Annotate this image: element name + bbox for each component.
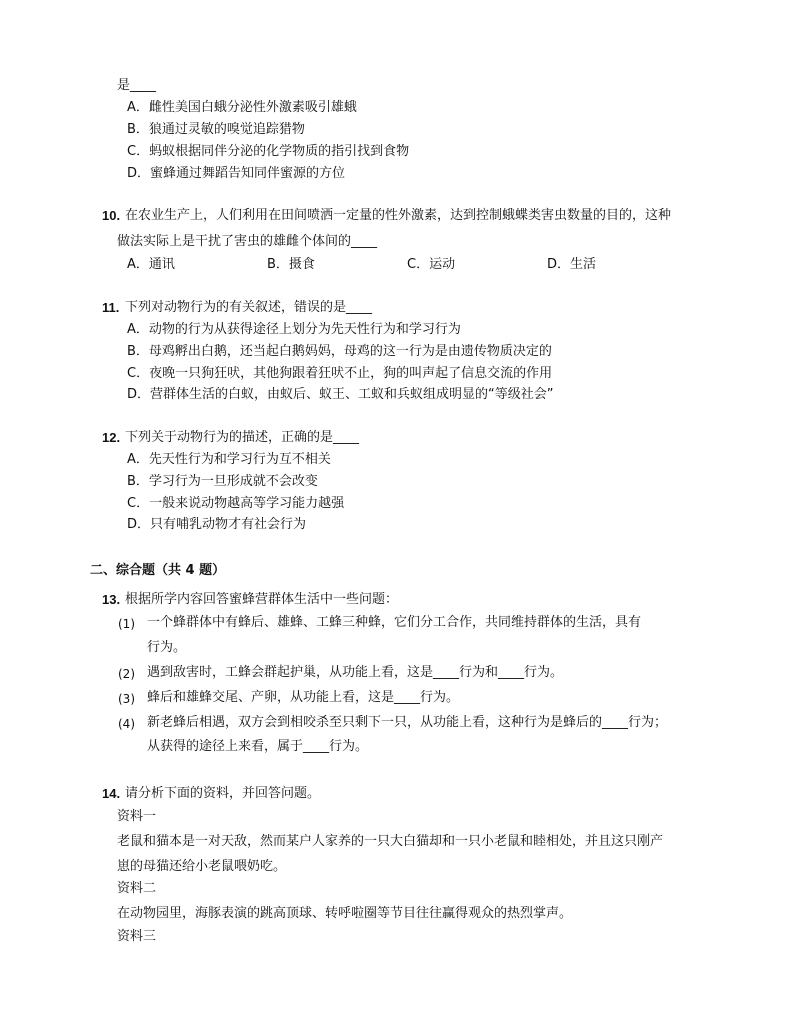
q9-option-c: C．蚂蚁根据同伴分泌的化学物质的指引找到食物	[127, 144, 410, 159]
q13-sub4-line2: 从获得的途径上来看，属于____行为。	[147, 739, 369, 754]
q10-stem-line2: 做法实际上是干扰了害虫的雄雌个体间的____	[117, 234, 378, 249]
q9-stem-continuation: 是____	[117, 78, 157, 93]
q12-option-a: A．先天性行为和学习行为互不相关	[127, 452, 331, 467]
material1-line1: 老鼠和猫本是一对天敌，然而某户人家养的一只大白猫却和一只小老鼠和睦相处，并且这只刚产	[117, 834, 664, 849]
q9-option-d: D．蜜蜂通过舞蹈告知同伴蜜源的方位	[127, 166, 346, 181]
q11-number: 11.	[102, 300, 120, 315]
q13-sub4-number: (4)	[118, 717, 135, 731]
q13-sub2-number: (2)	[118, 667, 135, 681]
q11-option-c: C．夜晚一只狗狂吠，其他狗跟着狂吠不止，狗的叫声起了信息交流的作用	[127, 366, 553, 381]
material1-title: 资料一	[117, 809, 157, 824]
q13-number: 13.	[102, 592, 121, 607]
q12-option-d: D．只有哺乳动物才有社会行为	[127, 517, 307, 532]
q13-stem: 根据所学内容回答蜜蜂营群体生活中一些问题：	[125, 592, 399, 607]
q12-option-b: B．学习行为一旦形成就不会改变	[127, 474, 318, 489]
material2-title: 资料二	[117, 881, 157, 896]
q12-option-c: C．一般来说动物越高等学习能力越强	[127, 496, 345, 511]
q9-option-b: B．狼通过灵敏的嗅觉追踪猎物	[127, 122, 305, 137]
q13-sub4-line1: 新老蜂后相遇，双方会到相咬杀至只剩下一只，从功能上看，这种行为是蜂后的____行为；	[147, 715, 668, 730]
q13-sub1-line1: 一个蜂群体中有蜂后、雄蜂、工蜂三种蜂，它们分工合作，共同维持群体的生活，具有	[147, 615, 642, 630]
q14-stem: 请分析下面的资料，并回答问题。	[125, 786, 321, 801]
q10-option-d: D．生活	[547, 257, 597, 272]
q11-stem: 下列对动物行为的有关叙述，错误的是____	[125, 300, 373, 315]
q12-stem: 下列关于动物行为的描述，正确的是____	[125, 430, 360, 445]
q13-sub1-number: (1)	[118, 617, 135, 631]
q11-option-d: D．营群体生活的白蚁，由蚁后、蚁王、工蚁和兵蚁组成明显的“等级社会”	[127, 387, 554, 402]
q11-option-b: B．母鸡孵出白鹅，还当起白鹅妈妈，母鸡的这一行为是由遗传物质决定的	[127, 344, 552, 359]
material1-line2: 崽的母猫还给小老鼠喂奶吃。	[117, 859, 287, 874]
q12-number: 12.	[102, 430, 121, 445]
q14-number: 14.	[102, 786, 121, 801]
q13-sub3-number: (3)	[118, 692, 135, 706]
q10-option-c: C．运动	[407, 257, 456, 272]
q13-sub2-line1: 遇到敌害时，工蜂会群起护巢，从功能上看，这是____行为和____行为。	[147, 665, 564, 680]
q9-option-a: A．雌性美国白蛾分泌性外激素吸引雄蛾	[127, 100, 357, 115]
q10-option-a: A．通讯	[127, 257, 175, 272]
q10-number: 10.	[102, 208, 121, 223]
q11-option-a: A．动物的行为从获得途径上划分为先天性行为和学习行为	[127, 322, 461, 337]
section-heading: 二、综合题（共 4 题）	[90, 563, 226, 578]
q13-sub3-line1: 蜂后和雄蜂交尾、产卵，从功能上看，这是____行为。	[147, 690, 460, 705]
q13-sub1-line2: 行为。	[147, 640, 187, 655]
material3-title: 资料三	[117, 929, 157, 944]
q10-option-b: B．摄食	[267, 257, 315, 272]
q10-stem-line1: 在农业生产上，人们利用在田间喷洒一定量的性外激素，达到控制蛾蝶类害虫数量的目的，这种	[125, 208, 672, 223]
material2-line1: 在动物园里，海豚表演的跳高顶球、转呼啦圈等节目往往赢得观众的热烈掌声。	[117, 906, 573, 921]
